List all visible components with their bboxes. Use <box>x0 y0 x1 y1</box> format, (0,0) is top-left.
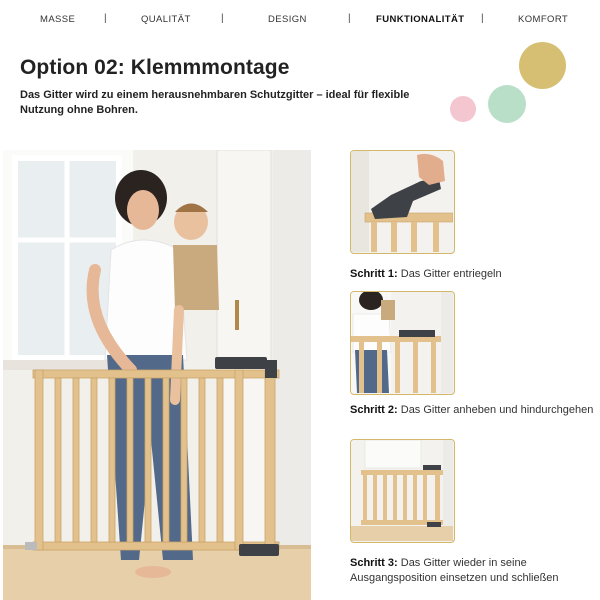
gate-unlock-illustration <box>351 151 453 252</box>
gate-lift-illustration <box>351 292 453 393</box>
step-3-caption <box>350 556 595 586</box>
nav-item-qualitaet[interactable]: QUALITÄT <box>141 14 191 25</box>
nav-separator: | <box>104 13 107 24</box>
step-2-image <box>350 291 455 395</box>
step-2-caption <box>350 403 595 418</box>
top-navigation <box>0 14 600 32</box>
step-1-text: Das Gitter entriegeln <box>397 268 502 280</box>
nav-item-masse[interactable]: MASSE <box>40 14 76 25</box>
step-1-image <box>350 150 455 254</box>
step-3-text: Das Gitter wieder in seine Ausgangsposition einsetzen und schließen <box>350 557 559 584</box>
step-1-caption <box>350 267 595 282</box>
page-title: Option 02: Klemmmontage <box>20 56 290 79</box>
gate-closed-illustration <box>351 440 453 541</box>
nav-separator: | <box>348 13 351 24</box>
main-product-photo <box>3 150 311 600</box>
step-3-image <box>350 439 455 543</box>
baby-gate-scene-illustration <box>3 150 311 600</box>
nav-item-funktionalitaet[interactable]: FUNKTIONALITÄT <box>376 14 465 25</box>
decorative-dot-gold <box>519 42 566 89</box>
step-3-label: Schritt 3: <box>350 557 398 569</box>
decorative-dot-mint <box>488 85 526 123</box>
nav-separator: | <box>221 13 224 24</box>
nav-separator: | <box>481 13 484 24</box>
step-1-label: Schritt 1: <box>350 268 398 280</box>
nav-item-design[interactable]: DESIGN <box>268 14 307 25</box>
nav-item-komfort[interactable]: KOMFORT <box>518 14 569 25</box>
step-2-label: Schritt 2: <box>350 404 398 416</box>
step-2-text: Das Gitter anheben und hindurchgehen <box>397 404 594 416</box>
page-subtitle: Das Gitter wird zu einem herausnehmbaren Schutzgitter – ideal für flexible Nutzung ohne Bohren. <box>20 89 410 116</box>
decorative-dot-pink <box>450 96 476 122</box>
